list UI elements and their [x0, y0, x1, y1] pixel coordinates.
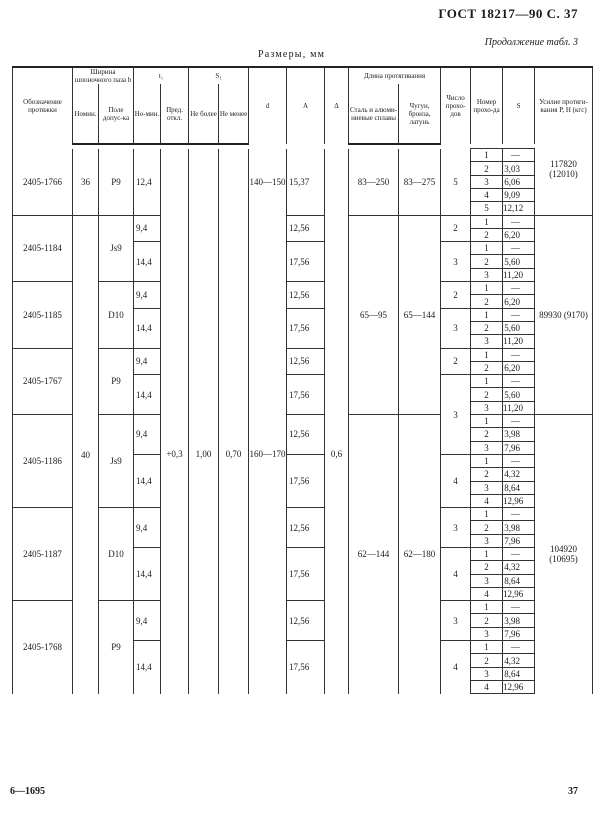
s-value: — [503, 348, 535, 361]
pass-number: 2 [471, 468, 503, 481]
pass-number: 1 [471, 415, 503, 428]
s-value: — [503, 601, 535, 614]
col-t1-dev: Пред. откл. [161, 84, 189, 144]
pass-number: 1 [471, 308, 503, 321]
s-value: — [503, 149, 535, 162]
tolerance-field: Js9 [99, 415, 134, 508]
tolerance-field: P9 [99, 601, 134, 694]
s-value: — [503, 548, 535, 561]
s-value: 11,20 [503, 268, 535, 281]
a-value: 15,37 [287, 149, 325, 215]
s-value: — [503, 375, 535, 388]
s-value: 5,60 [503, 321, 535, 334]
pass-number: 4 [471, 494, 503, 507]
col-t1-nom: Но-мин. [134, 84, 161, 144]
passes-count: 4 [441, 641, 471, 694]
pass-number: 2 [471, 614, 503, 627]
col-length-group: Длина протягивания [349, 67, 441, 84]
page-number: 37 [568, 786, 578, 797]
passes-count: 2 [441, 348, 471, 375]
t1-nom: 9,4 [134, 348, 161, 375]
t1-nom: 12,4 [134, 149, 161, 215]
col-s: S [503, 67, 535, 144]
pass-number: 5 [471, 202, 503, 215]
s-value: 8,64 [503, 574, 535, 587]
designation: 2405-1185 [13, 282, 73, 348]
col-tol-field: Поле допус-ка [99, 84, 134, 144]
t1-dev: +0,3 [161, 215, 189, 694]
pass-number: 1 [471, 348, 503, 361]
pass-number: 1 [471, 242, 503, 255]
pass-number: 2 [471, 428, 503, 441]
col-width-group: Ширина шпоночного паза b [73, 67, 134, 84]
col-t1: t₁ [134, 67, 189, 84]
s-value: — [503, 508, 535, 521]
s-value: 12,12 [503, 202, 535, 215]
pass-number: 2 [471, 388, 503, 401]
delta-value [325, 149, 349, 215]
s1-min [219, 149, 249, 215]
s-value: — [503, 308, 535, 321]
s-value: 4,32 [503, 468, 535, 481]
a-value: 12,56 [287, 282, 325, 309]
s-value: 3,98 [503, 614, 535, 627]
t1-nom: 14,4 [134, 641, 161, 694]
s-value: — [503, 454, 535, 467]
s-value: — [503, 641, 535, 654]
a-value: 12,56 [287, 508, 325, 548]
s-value: 7,96 [503, 627, 535, 640]
s-value: 8,64 [503, 481, 535, 494]
pass-number: 4 [471, 188, 503, 201]
tolerance-field: Js9 [99, 215, 134, 281]
s-value: 11,20 [503, 335, 535, 348]
t1-nom: 14,4 [134, 242, 161, 282]
passes-count: 3 [441, 601, 471, 641]
tolerance-field: D10 [99, 282, 134, 348]
pass-number: 2 [471, 255, 503, 268]
pass-number: 2 [471, 561, 503, 574]
s-value: 3,98 [503, 428, 535, 441]
s-value: 6,20 [503, 361, 535, 374]
col-s1-min: Не менее [219, 84, 249, 144]
pass-number: 1 [471, 149, 503, 162]
a-value: 17,56 [287, 641, 325, 694]
s-value: 12,96 [503, 494, 535, 507]
col-passes: Число прохо-дов [441, 67, 471, 144]
t1-nom: 9,4 [134, 415, 161, 455]
pass-number: 1 [471, 215, 503, 228]
pass-number: 3 [471, 574, 503, 587]
pass-number: 3 [471, 175, 503, 188]
d-value: 140—150 [249, 149, 287, 215]
designation: 2405-1768 [13, 601, 73, 694]
col-delta: Δ [325, 67, 349, 144]
t1-nom: 14,4 [134, 454, 161, 507]
t1-nom: 9,4 [134, 282, 161, 309]
s-value: — [503, 215, 535, 228]
pass-number: 3 [471, 335, 503, 348]
passes-count: 5 [441, 149, 471, 215]
s-value: — [503, 242, 535, 255]
s-value: 4,32 [503, 654, 535, 667]
pass-number: 4 [471, 680, 503, 693]
pass-number: 3 [471, 667, 503, 680]
pass-number: 1 [471, 641, 503, 654]
col-d: d [249, 67, 287, 144]
pass-number: 1 [471, 601, 503, 614]
tolerance-field: P9 [99, 149, 134, 215]
designation: 2405-1184 [13, 215, 73, 281]
s1-max [189, 149, 219, 215]
a-value: 17,56 [287, 375, 325, 415]
pass-number: 3 [471, 481, 503, 494]
col-s1-max: Не более [189, 84, 219, 144]
pass-number: 2 [471, 361, 503, 374]
passes-count: 2 [441, 282, 471, 309]
a-value: 17,56 [287, 242, 325, 282]
pass-number: 2 [471, 295, 503, 308]
force-value: 89930 (9170) [535, 215, 593, 414]
col-iron: Чугун, бронза, латунь [399, 84, 441, 144]
s-value: 3,03 [503, 162, 535, 175]
passes-count: 2 [441, 215, 471, 242]
s-value: — [503, 415, 535, 428]
pass-number: 3 [471, 627, 503, 640]
t1-dev [161, 149, 189, 215]
s-value: 5,60 [503, 388, 535, 401]
s-value: 7,96 [503, 534, 535, 547]
passes-count: 4 [441, 454, 471, 507]
s-value: 12,96 [503, 680, 535, 693]
pass-number: 3 [471, 268, 503, 281]
col-force: Усилие протяги-вания P, Н (кгс) [535, 67, 593, 144]
designation: 2405-1187 [13, 508, 73, 601]
col-steel: Сталь и алюми-ниевые сплавы [349, 84, 399, 144]
col-a: A [287, 67, 325, 144]
passes-count: 3 [441, 375, 471, 455]
t1-nom: 9,4 [134, 508, 161, 548]
iron-length: 65—144 [399, 215, 441, 414]
s1-min: 0,70 [219, 215, 249, 694]
broach-table [12, 66, 593, 694]
s-value: 12,96 [503, 587, 535, 600]
t1-nom: 14,4 [134, 375, 161, 415]
col-s1: S₁ [189, 67, 249, 84]
s-value: 4,32 [503, 561, 535, 574]
force-value: 104920 (10695) [535, 415, 593, 694]
pass-number: 2 [471, 321, 503, 334]
t1-nom: 14,4 [134, 548, 161, 601]
s-value: 6,20 [503, 295, 535, 308]
passes-count: 4 [441, 548, 471, 601]
continuation-label: Продолжение табл. 3 [484, 37, 578, 48]
tolerance-field: D10 [99, 508, 134, 601]
force-value: 117820 (12010) [535, 149, 593, 215]
s-value: 6,06 [503, 175, 535, 188]
a-value: 17,56 [287, 454, 325, 507]
delta-value: 0,6 [325, 215, 349, 694]
designation: 2405-1767 [13, 348, 73, 414]
pass-number: 2 [471, 654, 503, 667]
a-value: 17,56 [287, 308, 325, 348]
s-value: 7,96 [503, 441, 535, 454]
footer-print-code: 6—1695 [10, 786, 45, 797]
a-value: 12,56 [287, 348, 325, 375]
steel-length: 83—250 [349, 149, 399, 215]
pass-number: 4 [471, 587, 503, 600]
pass-number: 3 [471, 441, 503, 454]
pass-number: 2 [471, 521, 503, 534]
s-value: 3,98 [503, 521, 535, 534]
iron-length: 62—180 [399, 415, 441, 694]
s-value: 8,64 [503, 667, 535, 680]
s-value: 5,60 [503, 255, 535, 268]
pass-number: 1 [471, 548, 503, 561]
pass-number: 2 [471, 228, 503, 241]
iron-length: 83—275 [399, 149, 441, 215]
passes-count: 3 [441, 308, 471, 348]
width-nom: 36 [73, 149, 99, 215]
steel-length: 62—144 [349, 415, 399, 694]
pass-number: 1 [471, 375, 503, 388]
a-value: 17,56 [287, 548, 325, 601]
a-value: 12,56 [287, 601, 325, 641]
col-pass-no: Номер прохо-да [471, 67, 503, 144]
pass-number: 3 [471, 534, 503, 547]
t1-nom: 9,4 [134, 601, 161, 641]
s-value: 9,09 [503, 188, 535, 201]
passes-count: 3 [441, 242, 471, 282]
pass-number: 1 [471, 282, 503, 295]
standard-header: ГОСТ 18217—90 С. 37 [438, 6, 578, 21]
s-value: 6,20 [503, 228, 535, 241]
a-value: 12,56 [287, 415, 325, 455]
designation: 2405-1186 [13, 415, 73, 508]
sizes-caption: Размеры, мм [258, 49, 326, 60]
pass-number: 1 [471, 454, 503, 467]
width-nom: 40 [73, 215, 99, 694]
s1-max: 1,00 [189, 215, 219, 694]
tolerance-field: P9 [99, 348, 134, 414]
passes-count: 3 [441, 508, 471, 548]
col-nom: Номин. [73, 84, 99, 144]
pass-number: 3 [471, 401, 503, 414]
s-value: 11,20 [503, 401, 535, 414]
steel-length: 65—95 [349, 215, 399, 414]
t1-nom: 14,4 [134, 308, 161, 348]
designation: 2405-1766 [13, 149, 73, 215]
pass-number: 1 [471, 508, 503, 521]
d-value: 160—170 [249, 215, 287, 694]
col-designation: Обозначение протяжки [13, 67, 73, 144]
a-value: 12,56 [287, 215, 325, 242]
t1-nom: 9,4 [134, 215, 161, 242]
pass-number: 2 [471, 162, 503, 175]
s-value: — [503, 282, 535, 295]
